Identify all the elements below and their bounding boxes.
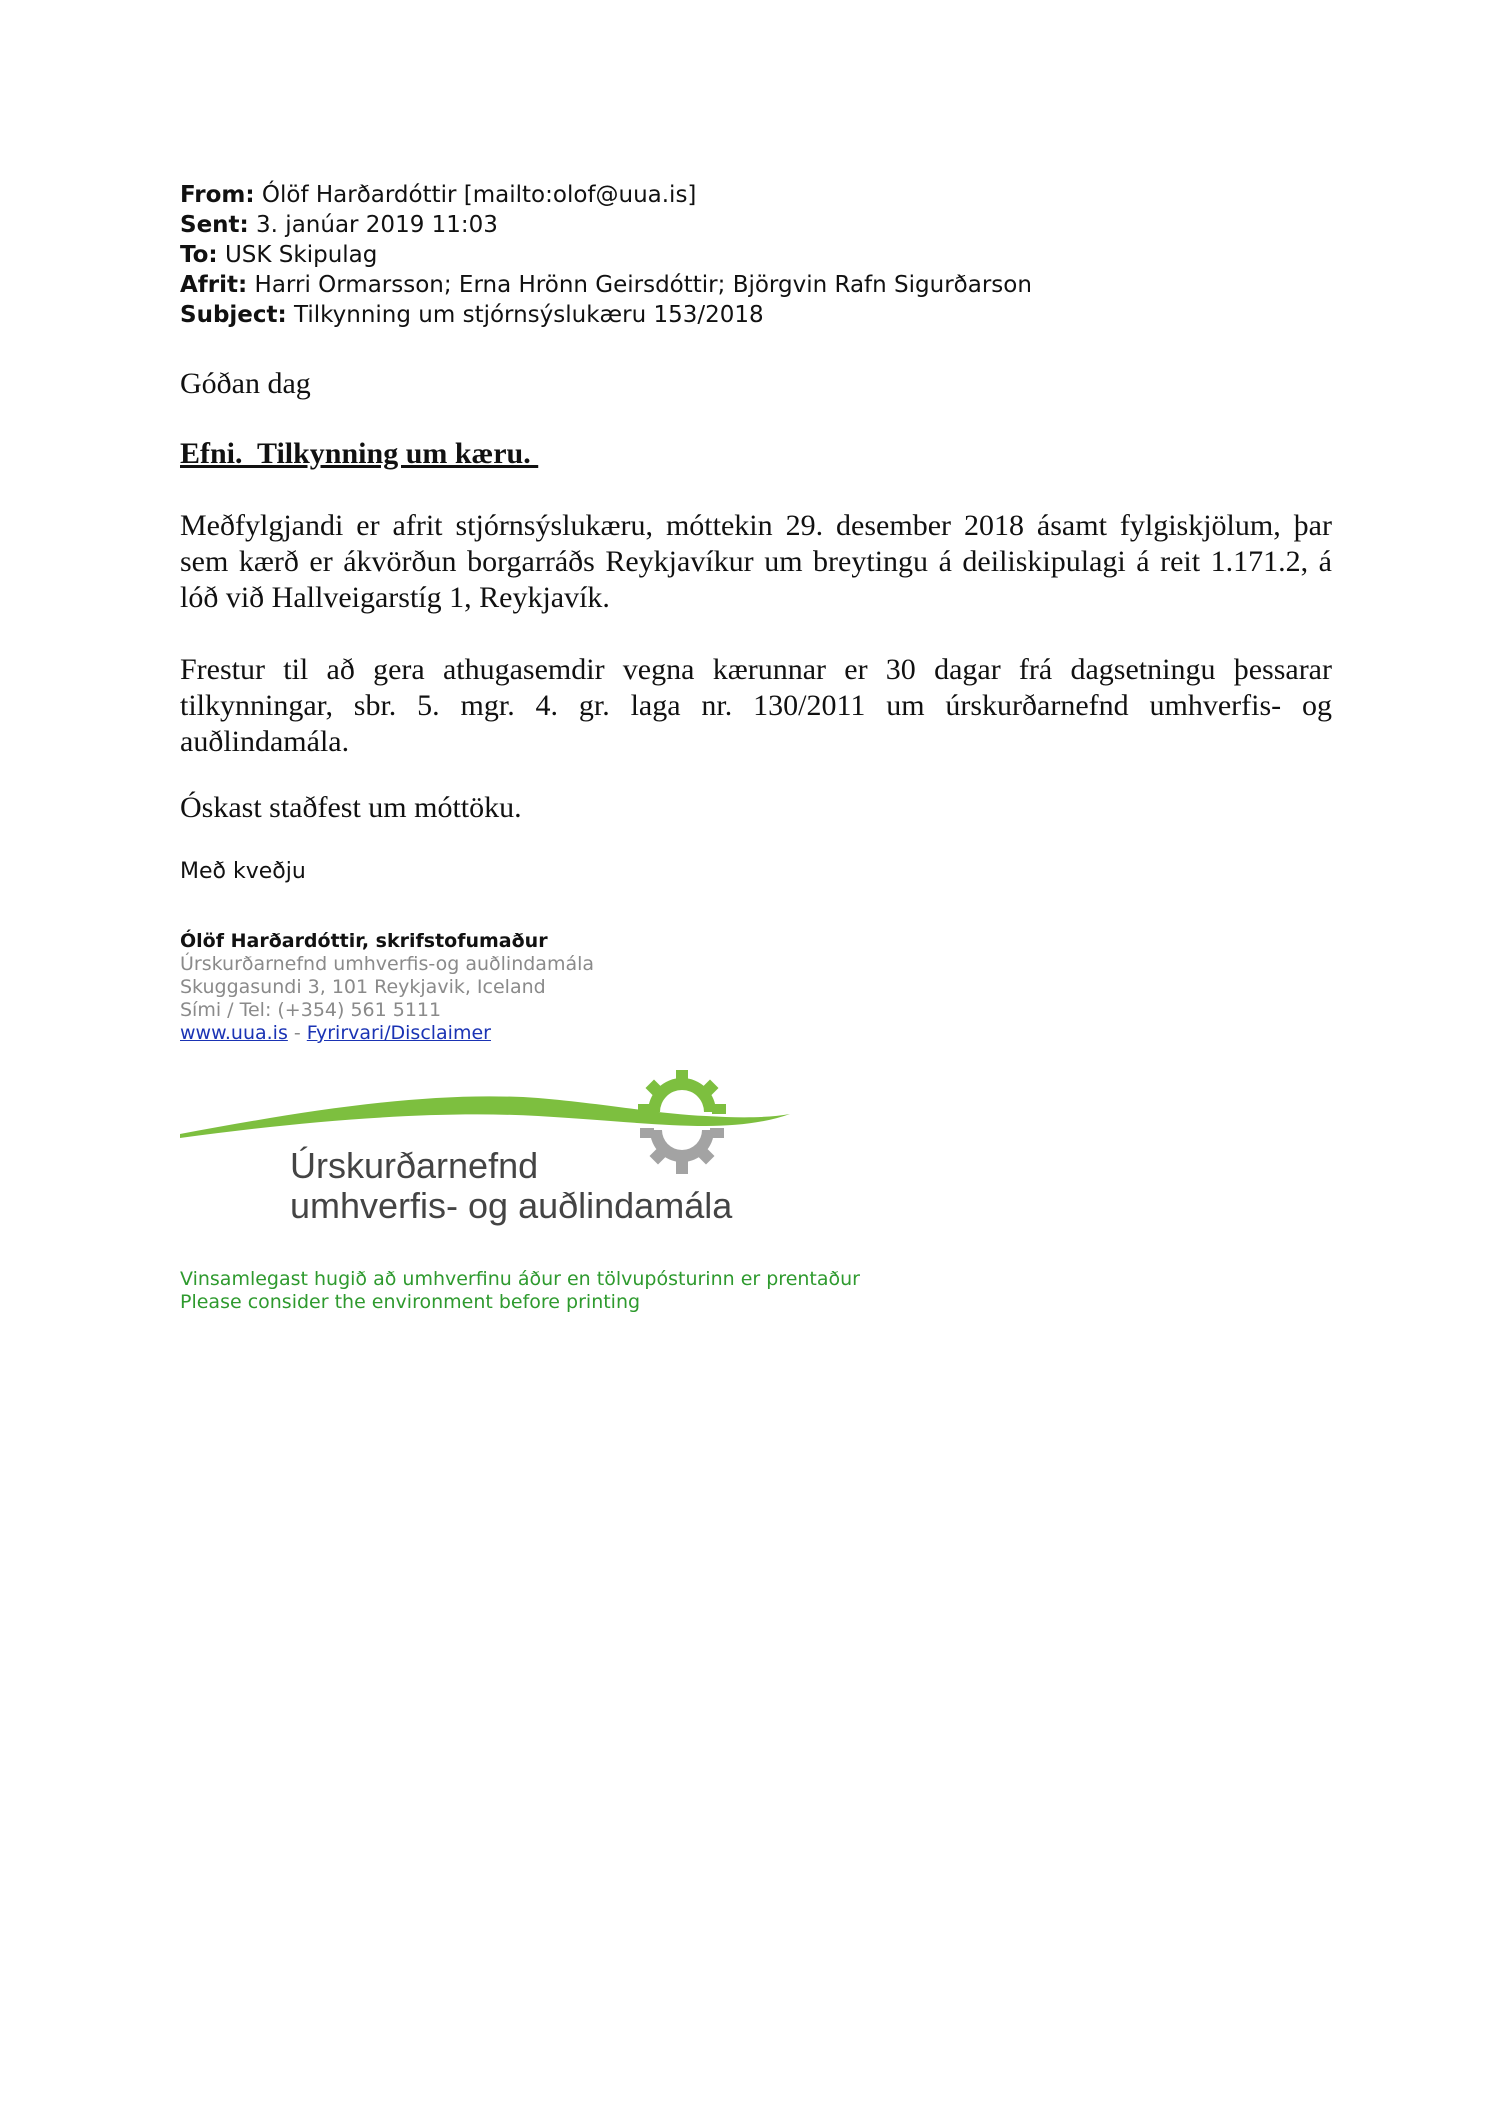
logo-text-line-2: umhverfis- og auðlindamála [290, 1185, 733, 1226]
from-label: From: [180, 182, 255, 208]
sent-value: 3. janúar 2019 11:03 [256, 212, 498, 238]
disclaimer-link[interactable]: Fyrirvari/Disclaimer [306, 1022, 491, 1044]
from-value: Ólöf Harðardóttir [mailto:olof@uua.is] [261, 182, 697, 208]
subject-label: Subject: [180, 302, 287, 328]
body-paragraph-2: Frestur til að gera athugasemdir vegna kærunnar er 30 dagar frá dagsetningu þessarar tilkynningar, sbr. 5. mgr. 4. gr. laga nr. 130/2011 um úrskurðarnefnd umhverfis- og auðlindamála. [180, 653, 1332, 758]
link-separator: - [287, 1022, 307, 1044]
signature-phone: Sími / Tel: (+354) 561 5111 [180, 999, 442, 1021]
cc-row [180, 270, 1340, 300]
logo-green-gear-icon [638, 1068, 790, 1114]
closing-request: Óskast staðfest um móttöku. [180, 791, 522, 824]
signature-address: Skuggasundi 3, 101 Reykjavik, Iceland [180, 976, 546, 998]
logo-gray-gear-icon [640, 1128, 724, 1174]
to-value: USK Skipulag [224, 242, 378, 268]
from-row [180, 180, 1340, 210]
cc-value: Harri Ormarsson; Erna Hrönn Geirsdóttir; Björgvin Rafn Sigurðarson [254, 272, 1032, 298]
to-row [180, 240, 1340, 270]
signature-links [180, 1022, 594, 1045]
sent-label: Sent: [180, 212, 249, 238]
environment-footer [180, 1268, 860, 1314]
email-header [180, 180, 1340, 330]
body-paragraph-1: Meðfylgjandi er afrit stjórnsýslukæru, móttekin 29. desember 2018 ásamt fylgiskjölum, þar sem kærð er ákvörðun borgarráðs Reykjavíkur um breytingu á deiliskipulagi á reit 1.171.2, á lóð við Hallveigarstíg 1, Reykjavík. [180, 509, 1332, 614]
sent-row [180, 210, 1340, 240]
cc-label: Afrit: [180, 272, 248, 298]
logo-green-swoosh [180, 1096, 790, 1138]
organization-logo [178, 1068, 790, 1248]
signature-organization: Úrskurðarnefnd umhverfis-og auðlindamála [180, 953, 595, 975]
email-signature [180, 930, 594, 1045]
regards-line: Með kveðju [180, 859, 306, 884]
to-label: To: [180, 242, 218, 268]
environment-note-en: Please consider the environment before printing [180, 1291, 641, 1313]
letter-subject-line: Efni. Tilkynning um kæru. [180, 437, 539, 470]
website-link[interactable]: www.uua.is [180, 1022, 288, 1044]
greeting: Góðan dag [180, 367, 311, 400]
logo-text-line-1: Úrskurðarnefnd [290, 1145, 539, 1186]
signature-name: Ólöf Harðardóttir, skrifstofumaður [180, 930, 548, 952]
subject-value: Tilkynning um stjórnsýslukæru 153/2018 [294, 302, 764, 328]
subject-row [180, 300, 1340, 330]
environment-note-is: Vinsamlegast hugið að umhverfinu áður en tölvupósturinn er prentaður [180, 1268, 860, 1290]
